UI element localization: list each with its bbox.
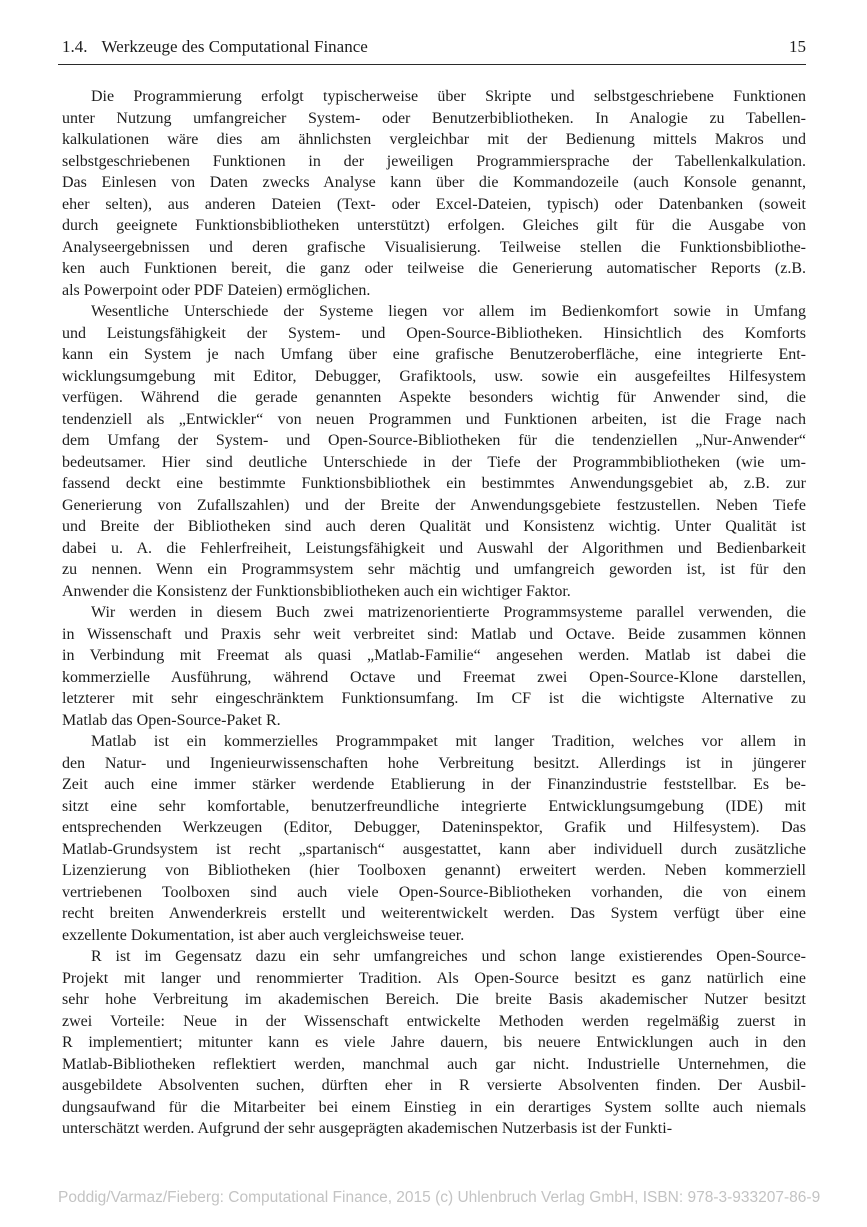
text-line: letzterer mit sehr eingeschränktem Funktionsumfang. Im CF ist die wichtigste Alternative zu <box>62 690 806 707</box>
text-line: bedeutsamer. Hier sind deutliche Unterschiede in der Tiefe der Programmbibliotheken (wie um- <box>62 453 806 471</box>
text-line: exzellente Dokumentation, ist aber auch vergleichsweise teuer. <box>62 926 465 944</box>
body-text <box>62 86 806 1140</box>
text-line: wicklungsumgebung mit Editor, Debugger, Grafiktools, usw. sowie ein ausgefeiltes Hilfesystem <box>62 367 806 385</box>
text-line: in Verbindung mit Freemat als quasi „Matlab-Familie“ angesehen werden. Matlab ist dabei die <box>62 647 806 664</box>
text-line: vertriebenen Toolboxen sind auch viele Open-Source-Bibliotheken vorhanden, die von einem <box>62 883 806 901</box>
text-line: tendenziell als „Entwickler“ von neuen Programmen und Funktionen arbeiten, ist die Frage nach <box>62 410 806 428</box>
text-line: entsprechenden Werkzeugen (Editor, Debugger, Dateninspektor, Grafik und Hilfesystem). Das <box>62 819 806 836</box>
text-line: zu nennen. Wenn ein Programmsystem sehr mächtig und umfangreich geworden ist, ist für den <box>62 561 806 578</box>
text-line: und Leistungsfähigkeit der System- und Open-Source-Bibliotheken. Hinsichtlich des Komforts <box>62 324 806 342</box>
text-line: kommerzielle Ausführung, während Octave und Freemat zwei Open-Source-Klone darstellen, <box>62 668 806 686</box>
text-line: Matlab-Grundsystem ist recht „spartanisch“ ausgestattet, kann aber individuell durch zusätzliche <box>62 840 806 858</box>
text-line: selbstgeschriebenen Funktionen in der jeweiligen Programmiersprache der Tabellenkalkulation. <box>62 152 806 170</box>
text-line: sitzt eine sehr komfortable, benutzerfreundliche integrierte Entwicklungsumgebung (IDE) mit <box>62 797 806 815</box>
text-line: Wir werden in diesem Buch zwei matrizenorientierte Programmsysteme parallel verwenden, die <box>91 604 806 621</box>
running-head <box>62 37 806 57</box>
text-line: und Breite der Bibliotheken sind auch deren Qualität und Konsistenz wichtig. Unter Qualität ist <box>62 518 806 535</box>
text-line: dungsaufwand für die Mitarbeiter bei einem Einstieg in ein derartiges System sollte auch niemals <box>62 1098 806 1116</box>
text-line: unter Nutzung umfangreicher System- oder Benutzerbibliotheken. In Analogie zu Tabellen- <box>62 109 806 127</box>
text-line: recht breiten Anwenderkreis erstellt und weiterentwickelt werden. Das System verfügt über eine <box>62 905 806 922</box>
page-number: 15 <box>789 37 806 56</box>
text-line: kann ein System je nach Umfang über eine grafische Benutzeroberfläche, eine integrierte Ent- <box>62 346 806 363</box>
text-line: Analyseergebnissen und deren grafische Visualisierung. Teilweise stellen die Funktionsbibliothe- <box>62 238 806 256</box>
text-line: zwei Vorteile: Neue in der Wissenschaft entwickelte Methoden werden regelmäßig zuerst in <box>62 1012 806 1030</box>
text-line: Anwender die Konsistenz der Funktionsbibliotheken auch ein wichtiger Faktor. <box>62 582 571 600</box>
text-line: Die Programmierung erfolgt typischerweise über Skripte und selbstgeschriebene Funktionen <box>91 88 806 105</box>
text-line: durch geeignete Funktionsbibliotheken unterstützt) erfolgen. Gleiches gilt für die Ausgabe von <box>62 217 806 234</box>
text-line: als Powerpoint oder PDF Dateien) ermöglichen. <box>62 281 371 299</box>
text-line: Lizenzierung von Bibliotheken (hier Toolboxen genannt) erweitert werden. Neben kommerziell <box>62 862 806 879</box>
text-line: unterschätzt werden. Aufgrund der sehr ausgeprägten akademischen Nutzerbasis ist der Funkti- <box>62 1120 673 1137</box>
text-line: Generierung von Zufallszahlen) und der Breite der Anwendungsgebiete festzustellen. Neben Tiefe <box>62 496 806 514</box>
header-rule <box>58 64 806 65</box>
text-line: R implementiert; mitunter kann es viele Jahre dauern, bis neuere Entwicklungen auch in den <box>62 1034 806 1051</box>
paragraph <box>62 301 806 602</box>
text-line: Matlab ist ein kommerzielles Programmpaket mit langer Tradition, welches vor allem in <box>91 733 806 750</box>
text-line: fassend deckt eine bestimmte Funktionsbibliothek ein bestimmtes Anwendungsgebiet ab, z.B. zur <box>62 475 806 492</box>
text-line: eher selten), aus anderen Dateien (Text- oder Excel-Dateien, typisch) oder Datenbanken (soweit <box>62 195 806 213</box>
copyright-line: Poddig/Varmaz/Fieberg: Computational Finance, 2015 (c) Uhlenbruch Verlag GmbH, ISBN: 978-3-933207-86-9 <box>58 1189 821 1206</box>
paragraph <box>62 86 806 301</box>
page-footer <box>58 1188 848 1208</box>
text-line: den Natur- und Ingenieurwissenschaften hohe Verbreitung besitzt. Allerdings ist in jüngerer <box>62 754 806 772</box>
text-line: verfügen. Während die gerade genannten Aspekte besonders wichtig für Anwender sind, die <box>62 389 806 406</box>
text-line: dabei u. A. die Fehlerfreiheit, Leistungsfähigkeit und Auswahl der Algorithmen und Bedienbarkeit <box>62 539 806 557</box>
text-line: ken auch Funktionen bereit, die ganz oder teilweise die Generierung automatischer Reports (z.B. <box>62 260 806 277</box>
paragraph <box>62 602 806 731</box>
text-line: Das Einlesen von Daten zwecks Analyse kann über die Kommandozeile (auch Konsole genannt, <box>62 174 806 191</box>
paragraph <box>62 731 806 946</box>
text-line: R ist im Gegensatz dazu ein sehr umfangreiches und schon lange existierendes Open-Source- <box>91 948 806 965</box>
text-line: sehr hohe Verbreitung im akademischen Bereich. Die breite Basis akademischer Nutzer besitzt <box>62 991 806 1008</box>
running-title: Werkzeuge des Computational Finance <box>101 37 368 56</box>
text-line: ausgebildete Absolventen suchen, dürften eher in R versierte Absolventen finden. Der Ausbil- <box>62 1077 806 1094</box>
text-line: Zeit auch eine immer stärker werdende Etablierung in der Finanzindustrie feststellbar. Es be- <box>62 776 806 793</box>
text-line: Matlab-Bibliotheken reflektiert werden, manchmal auch gar nicht. Industrielle Unternehmen, die <box>62 1055 806 1073</box>
text-line: kalkulationen wäre dies am ähnlichsten vergleichbar mit der Bedienung mittels Makros und <box>62 131 806 148</box>
text-line: Matlab das Open-Source-Paket R. <box>62 711 281 729</box>
text-line: in Wissenschaft und Praxis sehr weit verbreitet sind: Matlab und Octave. Beide zusammen können <box>62 625 806 643</box>
text-line: dem Umfang der System- und Open-Source-Bibliotheken für die tendenziellen „Nur-Anwender“ <box>62 432 806 449</box>
paragraph <box>62 946 806 1140</box>
text-line: Projekt mit langer und renommierter Tradition. Als Open-Source besitzt es ganz natürlich eine <box>62 969 806 987</box>
text-line: Wesentliche Unterschiede der Systeme liegen vor allem im Bedienkomfort sowie in Umfang <box>91 303 806 320</box>
section-number: 1.4. <box>62 37 88 56</box>
